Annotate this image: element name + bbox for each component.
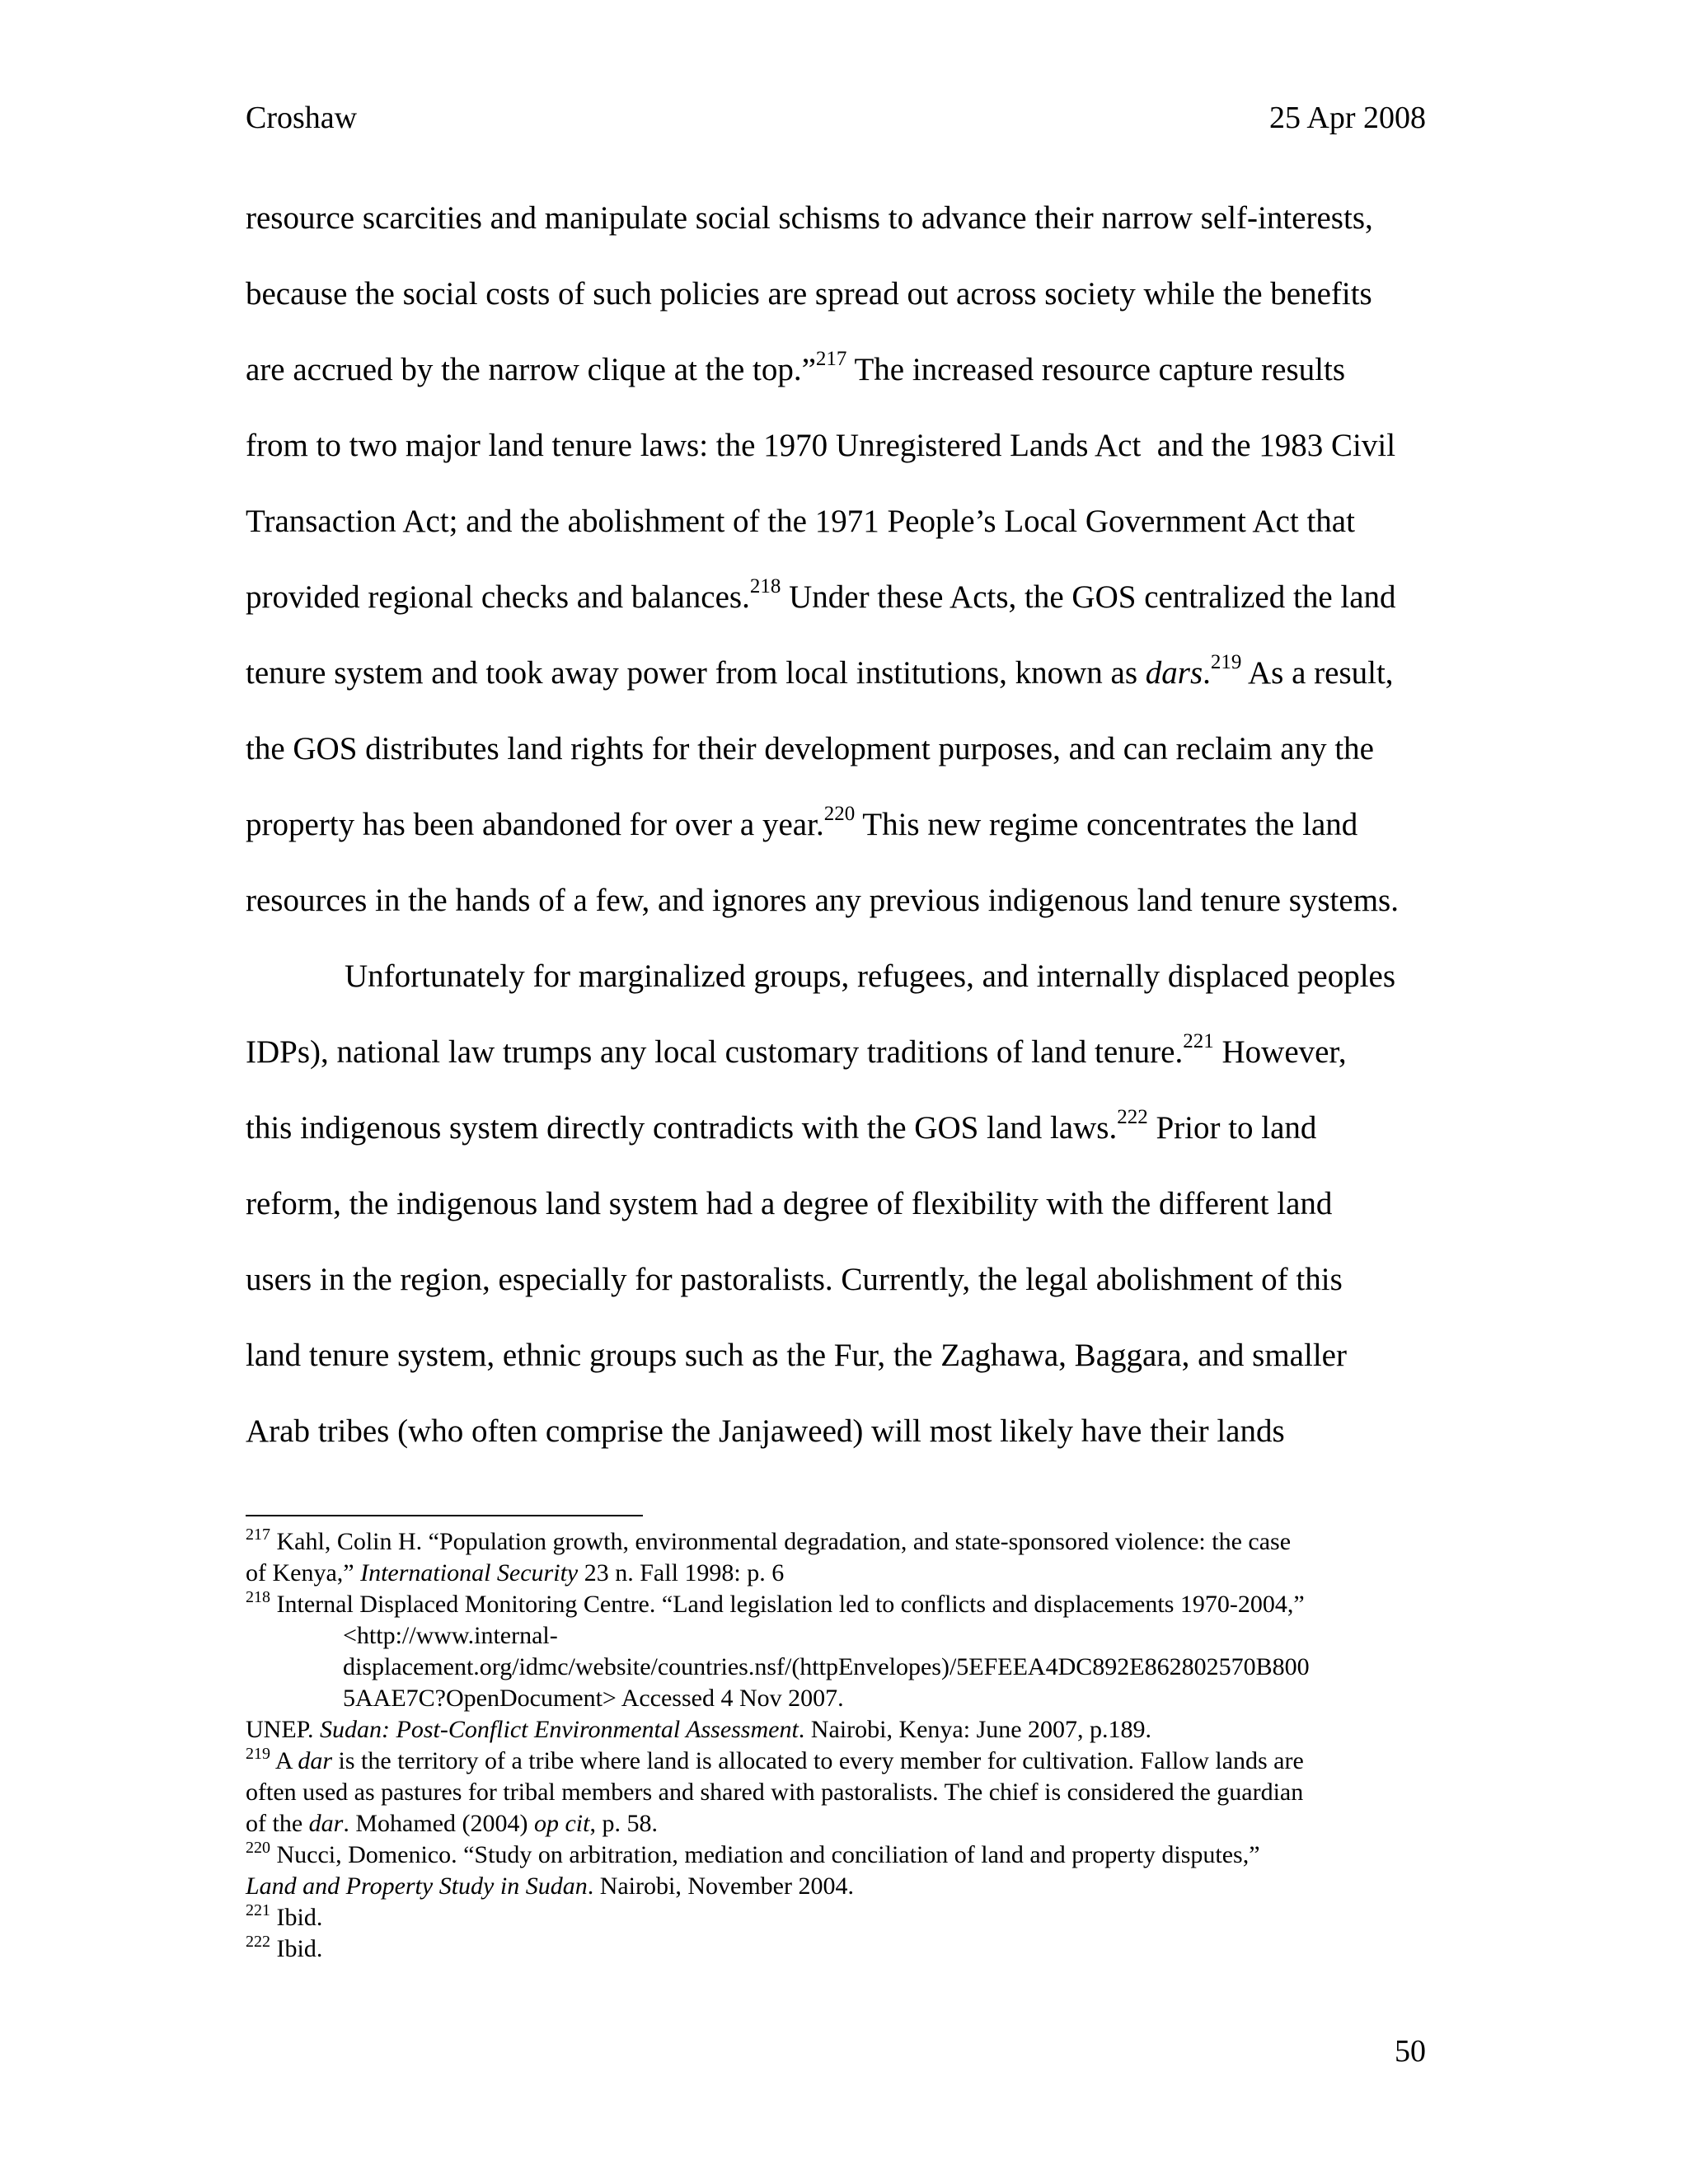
footnote-line: <http://www.internal- — [343, 1622, 558, 1649]
body-line: land tenure system, ethnic groups such as the Fur, the Zaghawa, Baggara, and smaller — [246, 1338, 1347, 1373]
body-line: the GOS distributes land rights for their development purposes, and can reclaim any the — [246, 731, 1374, 766]
body-line: resource scarcities and manipulate social schisms to advance their narrow self-interests, — [246, 200, 1373, 236]
footnote-line: $^{221}$ Ibid. — [246, 1901, 323, 1931]
body-line: this indigenous system directly contradicts with the GOS land laws.$^{222}$ Prior to land — [246, 1106, 1317, 1146]
body-line: reform, the indigenous land system had a degree of flexibility with the different land — [246, 1186, 1333, 1221]
body-text — [246, 194, 1426, 1483]
footnote-line: UNEP. Sudan: Post-Conflict Environmental Assessment. Nairobi, Kenya: June 2007, p.189. — [246, 1716, 1152, 1743]
body-line: resources in the hands of a few, and ignores any previous indigenous land tenure systems. — [246, 883, 1399, 918]
footnote-line: $^{217}$ Kahl, Colin H. “Population growth, environmental degradation, and state-sponsored violence: the case — [246, 1526, 1292, 1555]
footnote-ref: 220 — [823, 803, 856, 825]
footnote-line: $^{218}$ Internal Displaced Monitoring Centre. “Land legislation led to conflicts and displacements 1970-2004,” — [246, 1588, 1305, 1618]
footnote-ref: 221 — [1183, 1030, 1214, 1052]
body-line: tenure system and took away power from local institutions, known as dars.$^{219}$ As a result, — [246, 651, 1394, 691]
footnote-ref: 217 — [815, 348, 847, 370]
body-line: because the social costs of such policies are spread out across society while the benefits — [246, 276, 1372, 312]
body-line: Arab tribes (who often comprise the Janjaweed) will most likely have their lands — [246, 1413, 1285, 1449]
footnote-line: $^{220}$ Nucci, Domenico. “Study on arbitration, mediation and conciliation of land and property disputes,” — [246, 1839, 1260, 1868]
body-line: Transaction Act; and the abolishment of the 1971 People’s Local Government Act that — [246, 504, 1355, 539]
footnote-line: 5AAE7C?OpenDocument> Accessed 4 Nov 2007. — [343, 1685, 844, 1712]
footnote-line: Land and Property Study in Sudan. Nairobi, November 2004. — [246, 1872, 854, 1900]
footnote-ref: 218 — [749, 575, 781, 598]
footnote-line: $^{222}$ Ibid. — [246, 1933, 323, 1962]
footnote-line: $^{219}$ A dar is the territory of a tribe where land is allocated to every member for cultivation. Fallow lands are — [246, 1745, 1304, 1774]
footnote-line: of the dar. Mohamed (2004) op cit, p. 58. — [246, 1810, 658, 1837]
footnote-line: often used as pastures for tribal members and shared with pastoralists. The chief is considered the guardian — [246, 1779, 1304, 1806]
body-line: users in the region, especially for pastoralists. Currently, the legal abolishment of this — [246, 1262, 1343, 1297]
footnote-separator — [246, 1515, 643, 1516]
body-line: property has been abandoned for over a year.$^{220}$ This new regime concentrates the land — [246, 803, 1358, 842]
footnote-ref: 222 — [1117, 1106, 1148, 1128]
header-author: Croshaw — [246, 101, 358, 135]
page-number: 50 — [1395, 2034, 1426, 2069]
body-line: IDPs), national law trumps any local customary traditions of land tenure.$^{221}$ However, — [246, 1030, 1347, 1070]
header-date: 25 Apr 2008 — [1269, 101, 1426, 135]
body-line: from to two major land tenure laws: the 1970 Unregistered Lands Act and the 1983 Civil — [246, 428, 1396, 463]
body-line: Unfortunately for marginalized groups, refugees, and internally displaced peoples — [345, 958, 1396, 994]
footnote-line: displacement.org/idmc/website/countries.nsf/(httpEnvelopes)/5EFEEA4DC892E862802570B800 — [343, 1653, 1310, 1680]
body-line: provided regional checks and balances.$^{218}$ Under these Acts, the GOS centralized the land — [246, 575, 1396, 615]
footnote-line: of Kenya,” International Security 23 n. Fall 1998: p. 6 — [246, 1559, 785, 1586]
body-line: are accrued by the narrow clique at the top.”$^{217}$ The increased resource capture results — [246, 348, 1345, 387]
footnotes — [246, 1526, 1426, 1965]
footnote-ref: 219 — [1210, 651, 1242, 673]
